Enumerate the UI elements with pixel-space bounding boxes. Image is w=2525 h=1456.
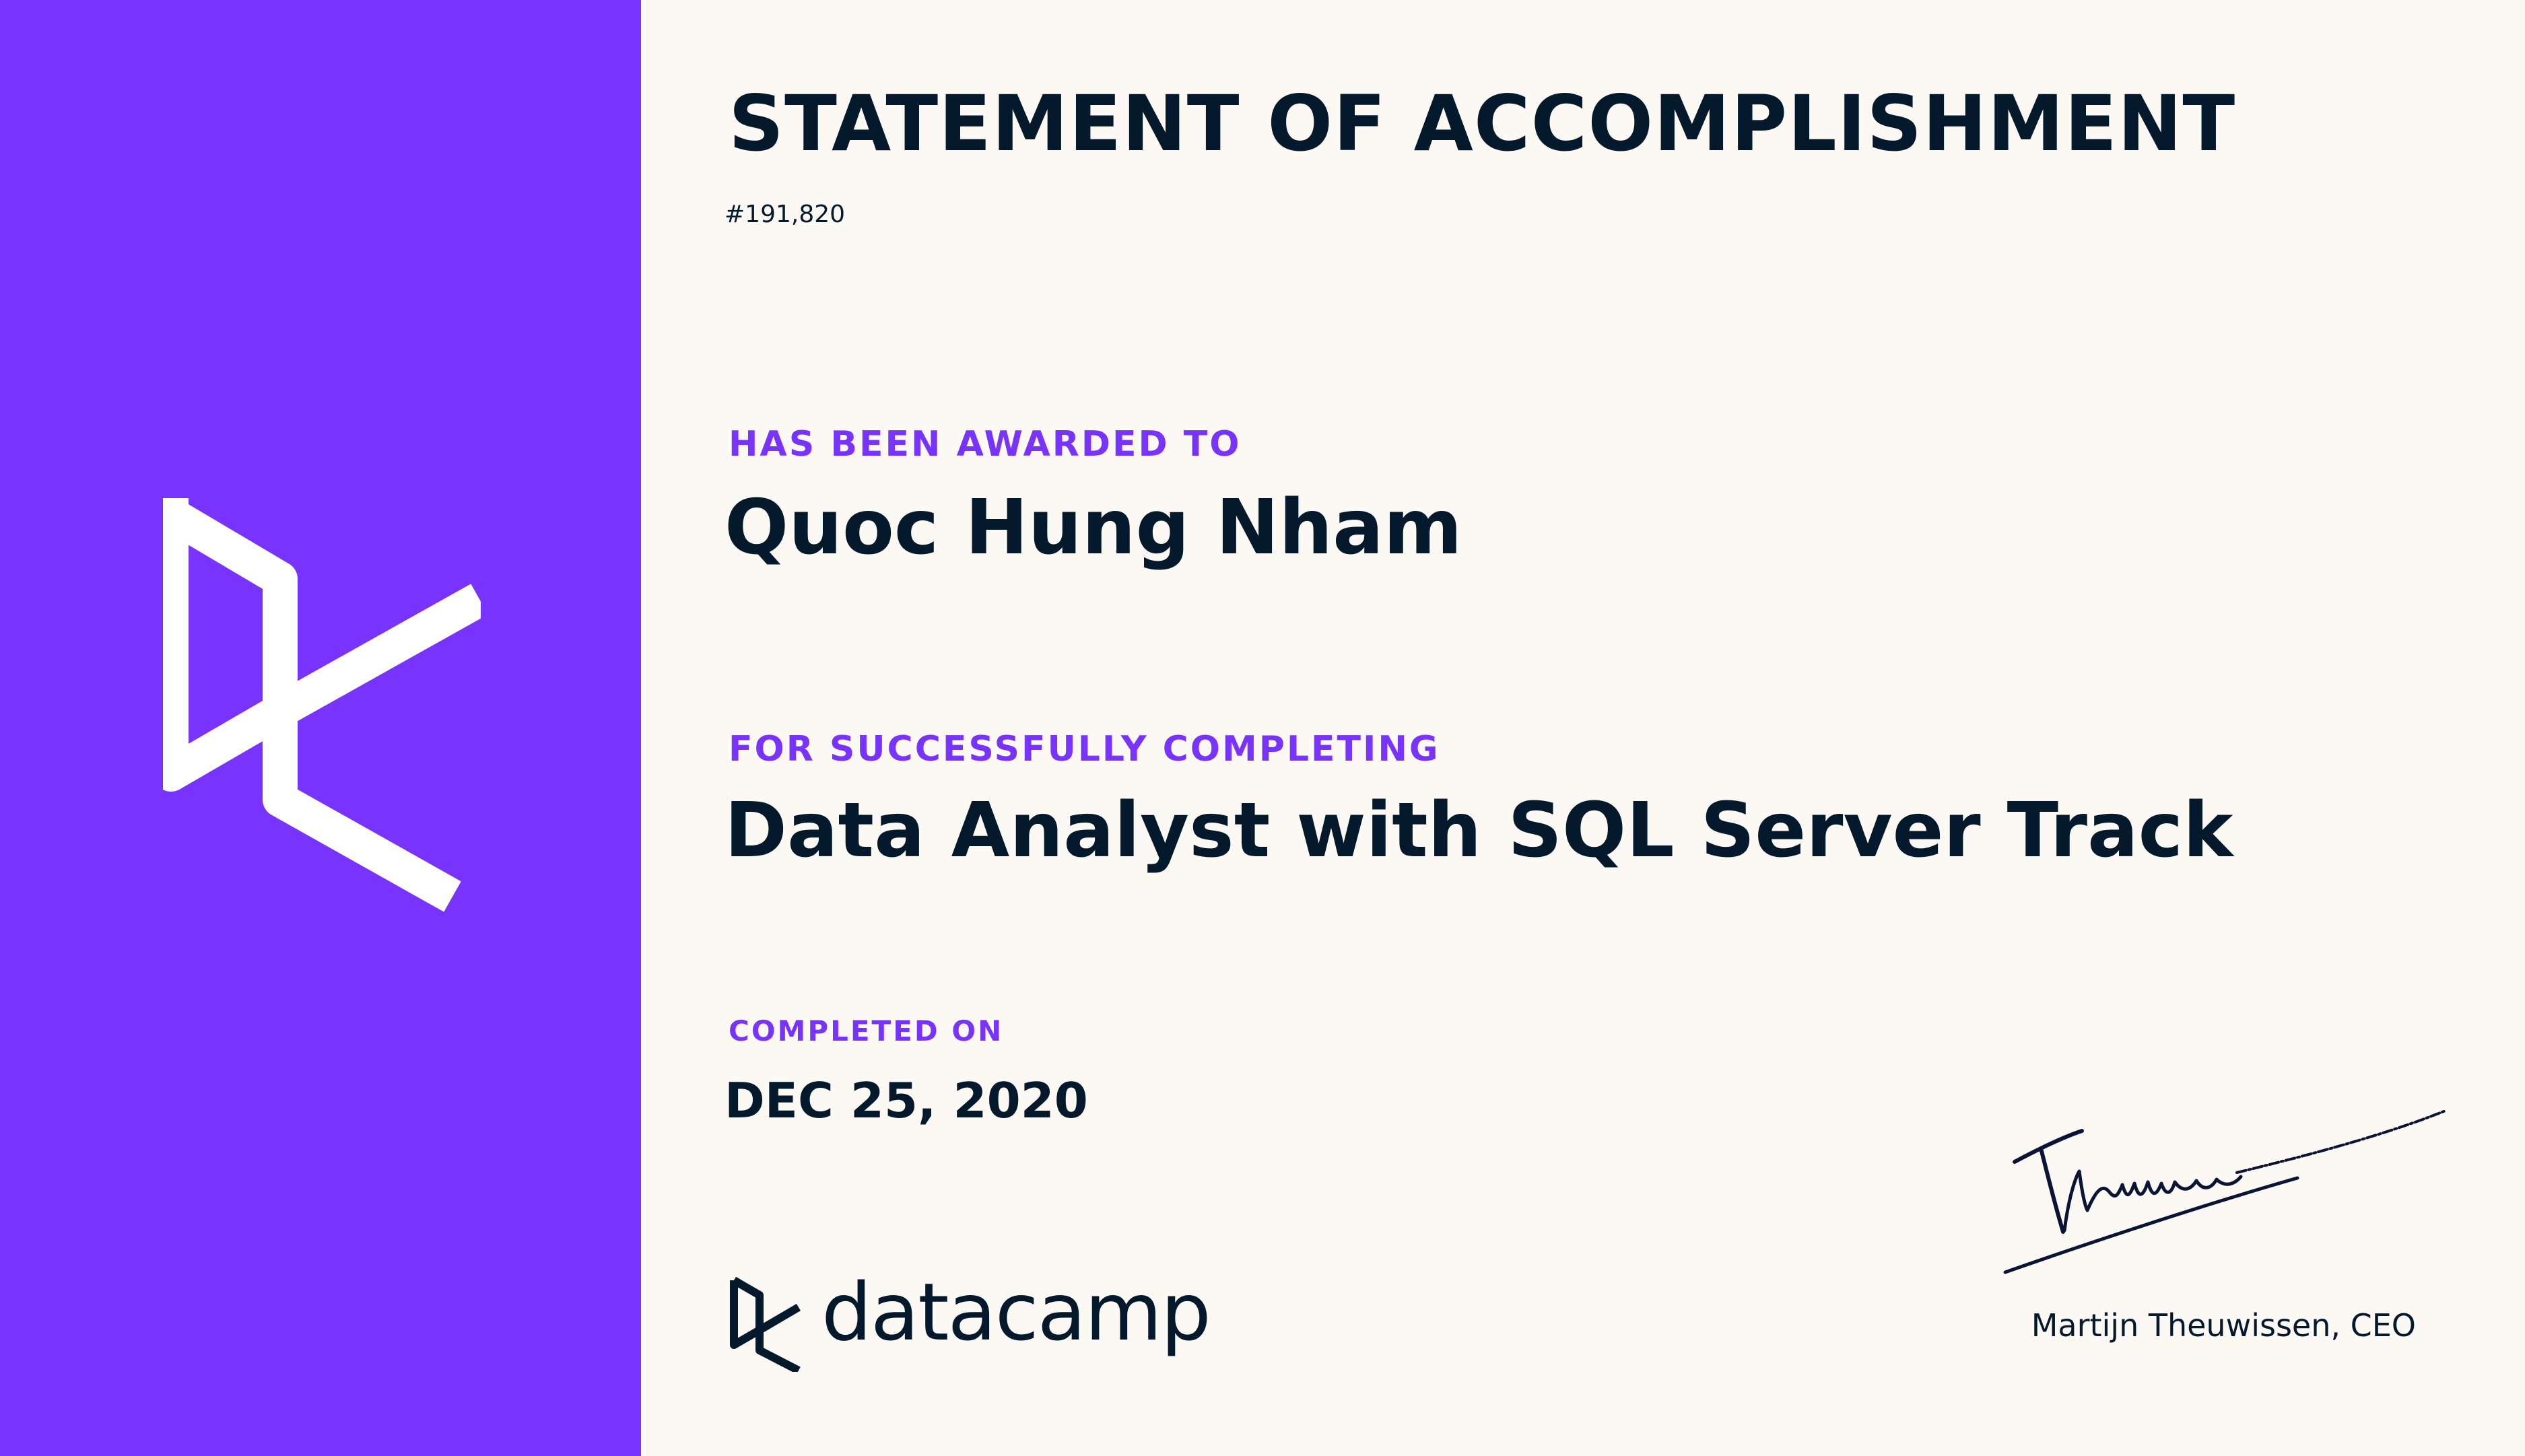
- completion-date: DEC 25, 2020: [725, 1072, 1088, 1129]
- sidebar-panel: [0, 0, 641, 1456]
- awarded-label: HAS BEEN AWARDED TO: [729, 424, 1242, 464]
- datacamp-logo-icon: [163, 498, 481, 915]
- completing-label: FOR SUCCESSFULLY COMPLETING: [729, 729, 1440, 769]
- certificate-body: [641, 0, 2525, 1456]
- ceo-signature: [2001, 1097, 2472, 1299]
- track-name: Data Analyst with SQL Server Track: [725, 787, 2233, 874]
- datacamp-mark-icon: [729, 1275, 803, 1372]
- recipient-name: Quoc Hung Nham: [725, 484, 1462, 571]
- certificate-title: STATEMENT OF ACCOMPLISHMENT: [729, 79, 2236, 168]
- signer-name: Martijn Theuwissen, CEO: [2031, 1307, 2416, 1344]
- completed-label: COMPLETED ON: [729, 1014, 1004, 1047]
- brand-name: datacamp: [821, 1266, 1210, 1358]
- certificate-number: #191,820: [725, 201, 846, 228]
